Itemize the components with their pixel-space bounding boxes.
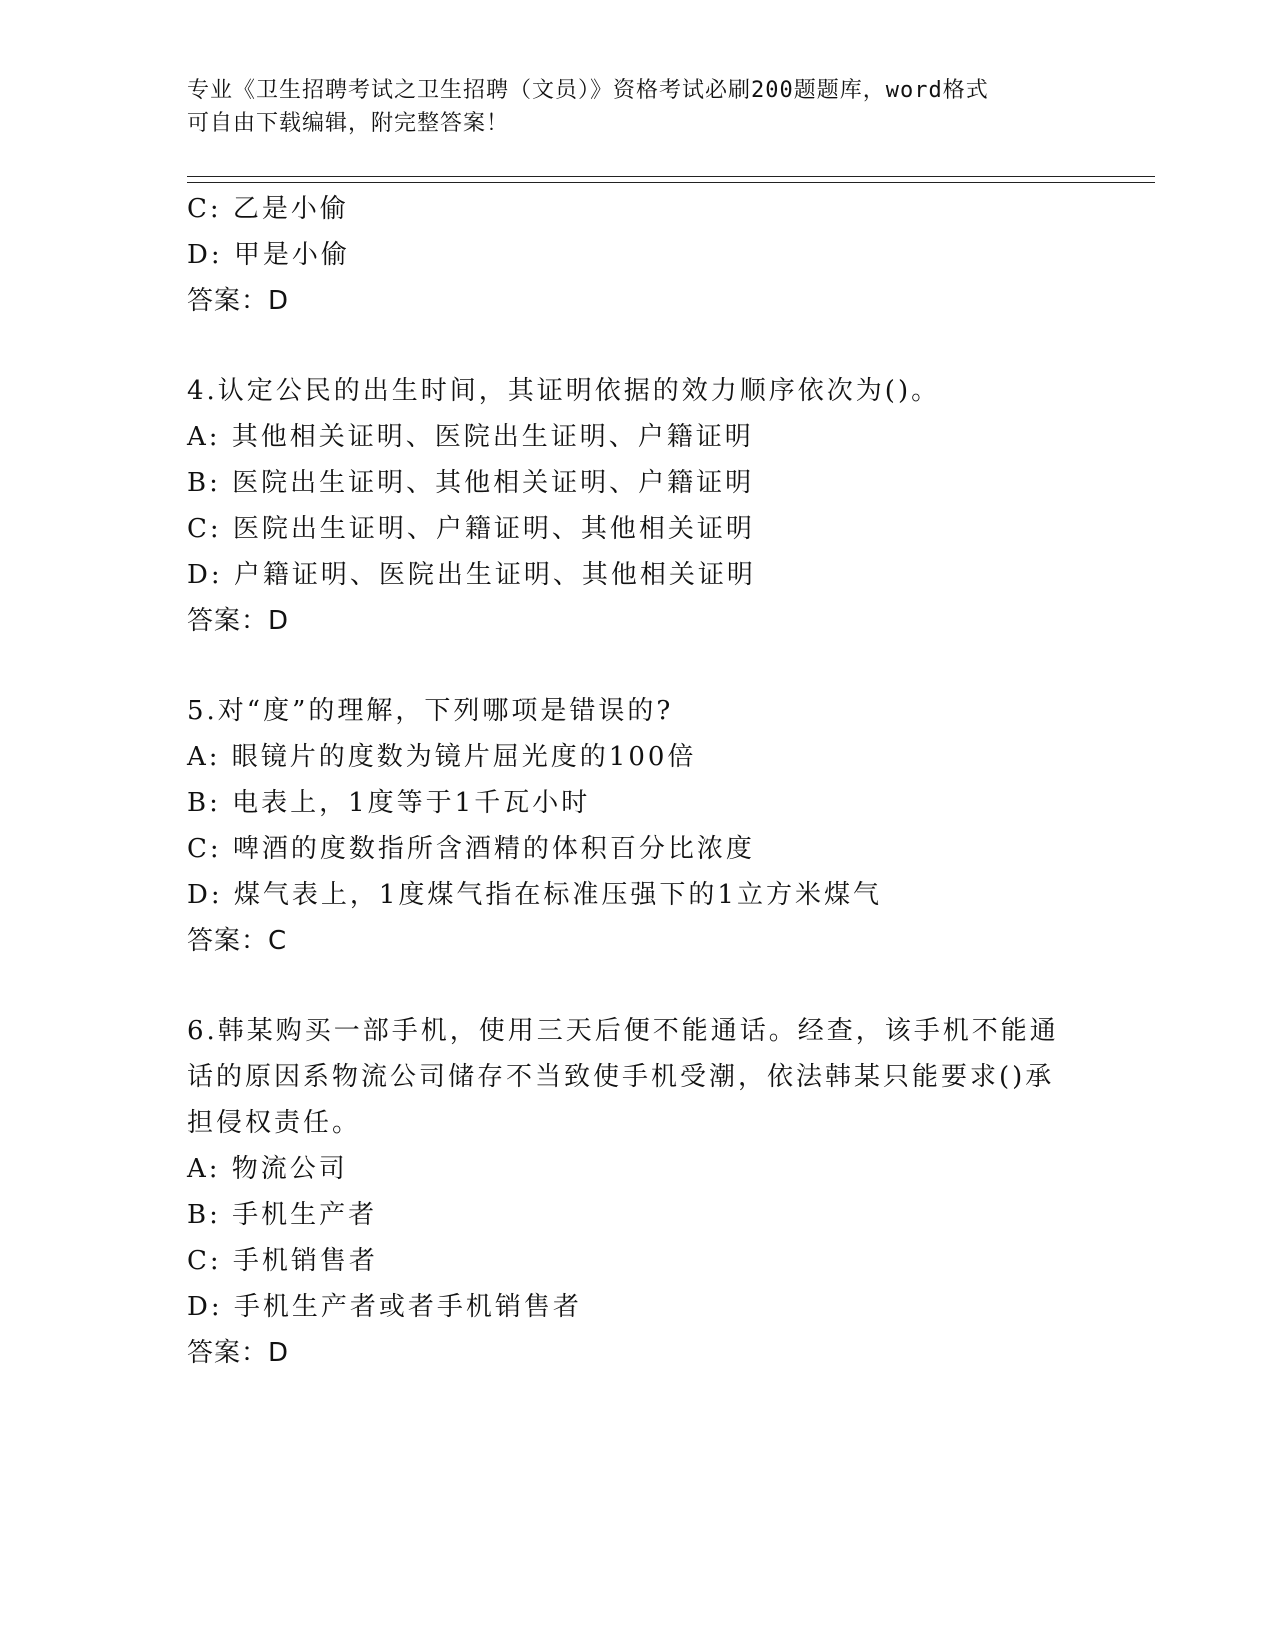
- question-6-option-b: B: 手机生产者: [187, 1200, 378, 1230]
- spacer: [187, 324, 1067, 368]
- question-6-option-c: C: 手机销售者: [187, 1246, 378, 1276]
- question-3-answer: 答案：D: [187, 286, 290, 316]
- question-6-stem-line-1: 6.韩某购买一部手机，使用三天后便不能通话。经查，该手机不能通: [187, 1016, 1059, 1046]
- question-6: [187, 1008, 1067, 1376]
- question-3-option-c: C: 乙是小偷: [187, 194, 349, 224]
- question-6-stem-line-2: 话的原因系物流公司储存不当致使手机受潮，依法韩某只能要求()承: [187, 1062, 1055, 1092]
- question-4-answer: 答案：D: [187, 606, 290, 636]
- question-5: [187, 688, 1067, 964]
- header-title-line-1: 专业《卫生招聘考试之卫生招聘（文员）》资格考试必刷200题题库，word格式: [187, 78, 989, 103]
- question-6-option-d: D: 手机生产者或者手机销售者: [187, 1292, 582, 1322]
- question-5-stem: 5.对“度”的理解，下列哪项是错误的?: [187, 696, 674, 726]
- question-3-option-d: D: 甲是小偷: [187, 240, 350, 270]
- question-5-option-d: D: 煤气表上，1度煤气指在标准压强下的1立方米煤气: [187, 880, 882, 910]
- question-4: [187, 368, 1067, 644]
- question-6-answer: 答案：D: [187, 1338, 290, 1368]
- page-header: [187, 74, 1067, 140]
- question-4-option-d: D: 户籍证明、医院出生证明、其他相关证明: [187, 560, 756, 590]
- spacer: [187, 964, 1067, 1008]
- question-5-option-c: C: 啤酒的度数指所含酒精的体积百分比浓度: [187, 834, 755, 864]
- question-4-option-a: A: 其他相关证明、医院出生证明、户籍证明: [187, 422, 754, 452]
- spacer: [187, 644, 1067, 688]
- question-5-option-b: B: 电表上，1度等于1千瓦小时: [187, 788, 591, 818]
- question-4-option-c: C: 医院出生证明、户籍证明、其他相关证明: [187, 514, 755, 544]
- question-3-tail: [187, 186, 1067, 324]
- question-5-option-a: A: 眼镜片的度数为镜片屈光度的100倍: [187, 742, 697, 772]
- header-divider: [187, 176, 1155, 183]
- question-5-answer: 答案：C: [187, 926, 288, 956]
- question-6-option-a: A: 物流公司: [187, 1154, 348, 1184]
- header-title-line-2: 可自由下载编辑，附完整答案！: [187, 111, 510, 136]
- question-4-option-b: B: 医院出生证明、其他相关证明、户籍证明: [187, 468, 755, 498]
- question-6-stem-line-3: 担侵权责任。: [187, 1108, 362, 1138]
- question-4-stem: 4.认定公民的出生时间，其证明依据的效力顺序依次为()。: [187, 376, 941, 406]
- question-list: [187, 186, 1067, 1376]
